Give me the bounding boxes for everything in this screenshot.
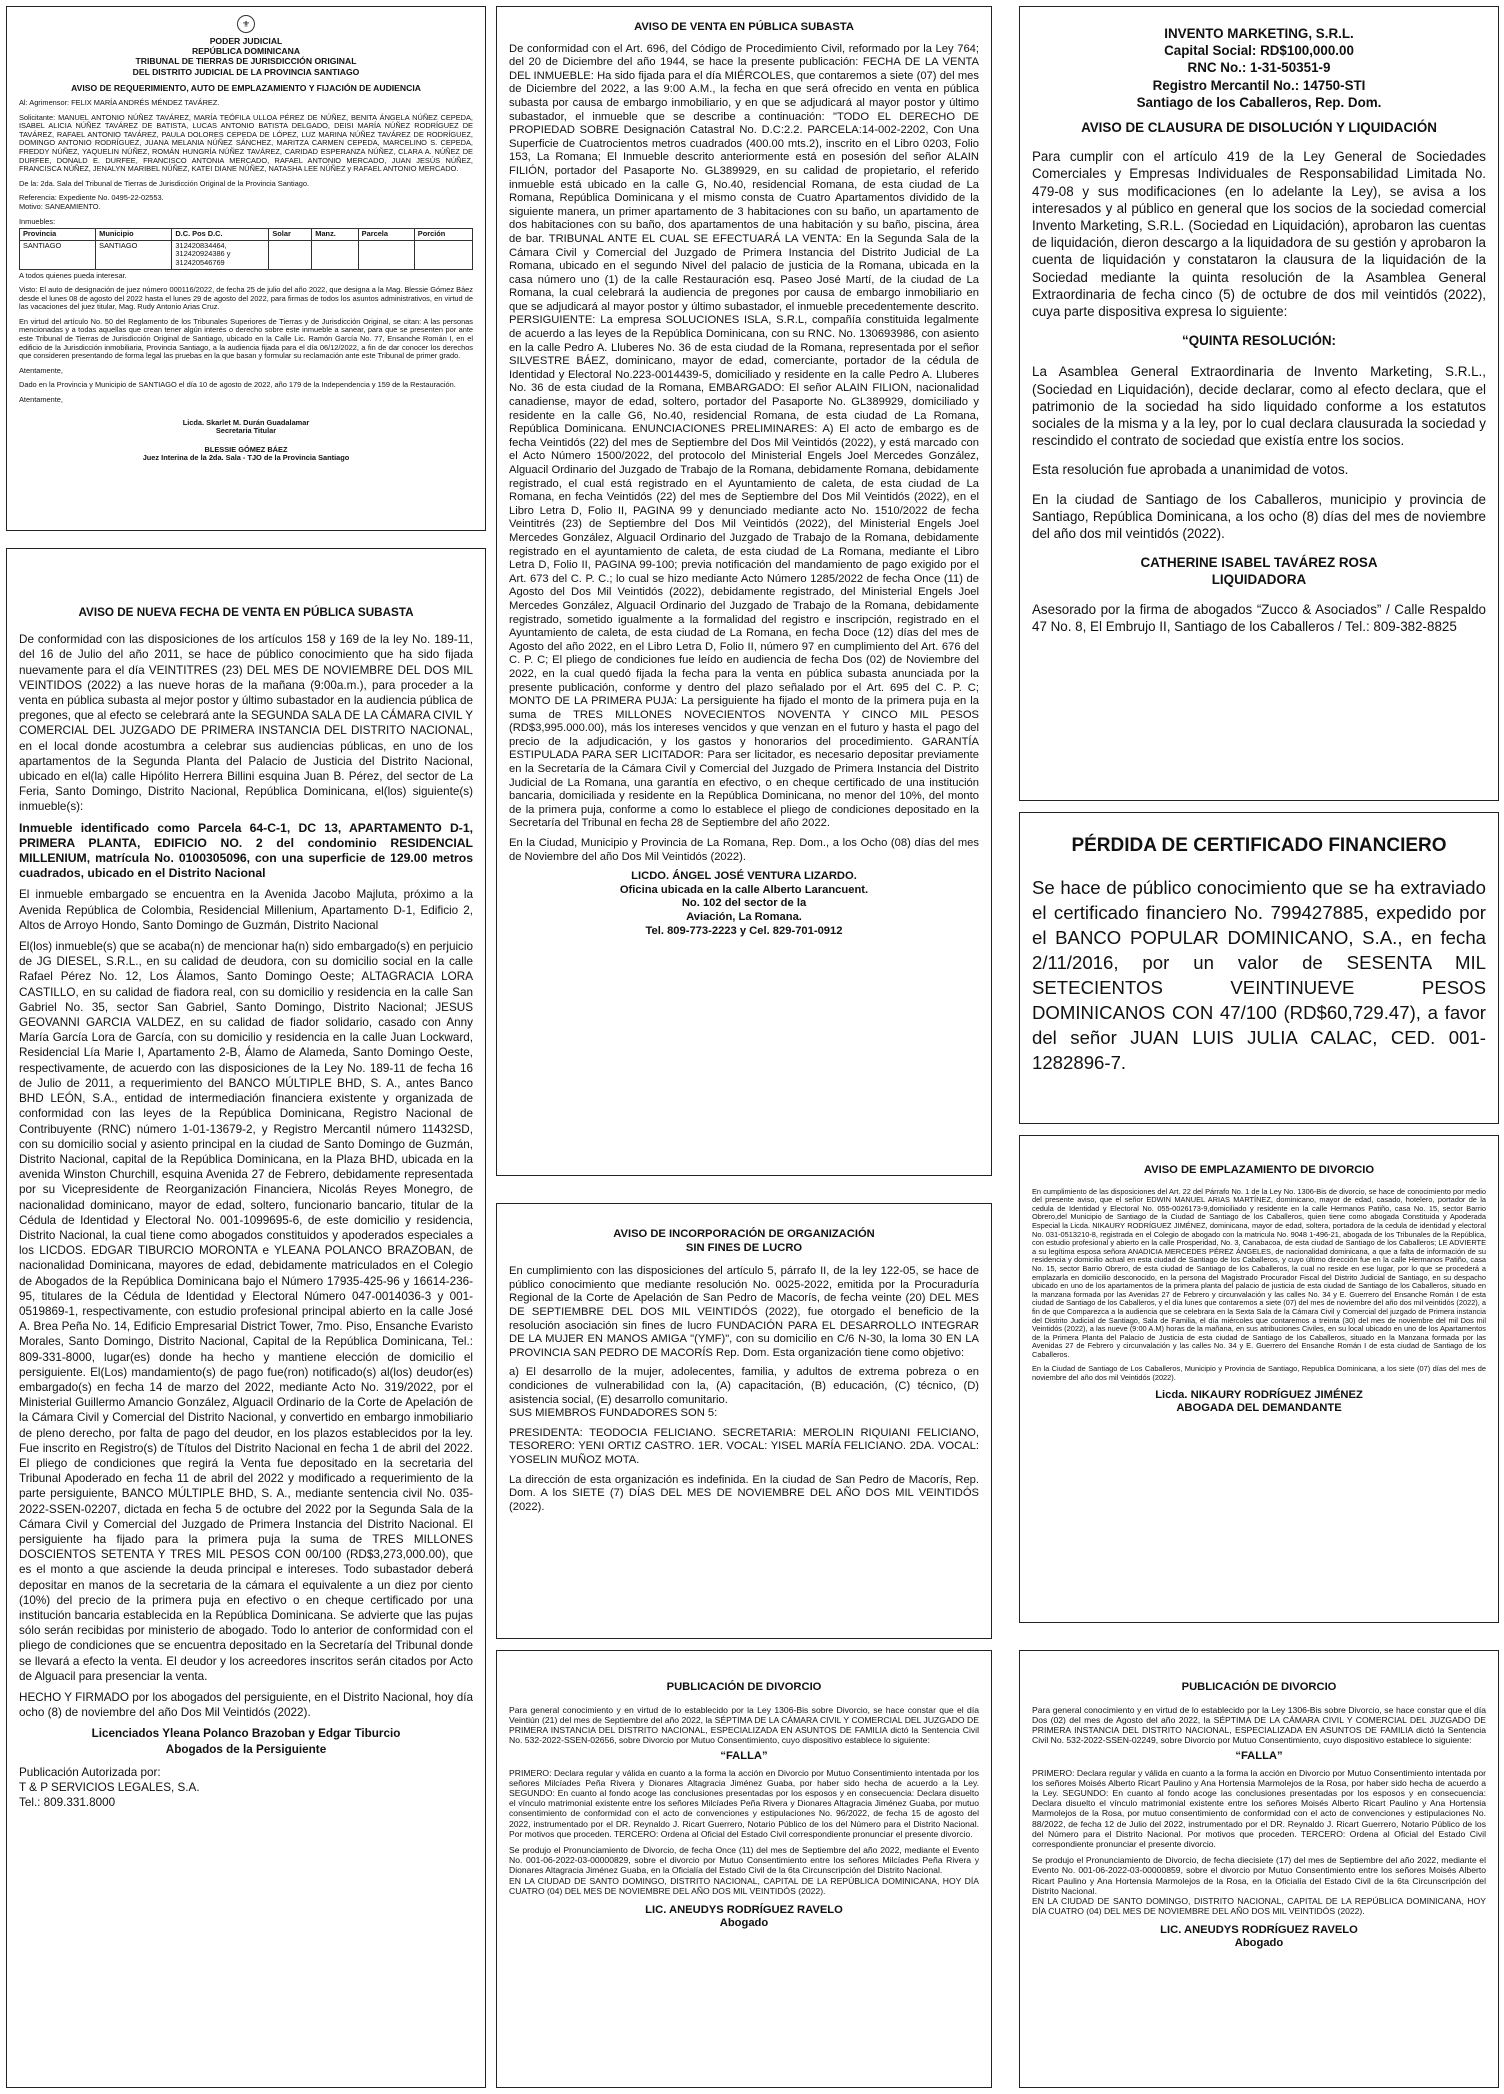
- motivo: Motivo: SANEAMIENTO.: [19, 201, 101, 211]
- signature: CATHERINE ISABEL TAVÁREZ ROSA LIQUIDADORA: [1140, 555, 1378, 588]
- publication-credit: Publicación Autorizada por: T & P SERVICIOS LEGALES, S.A. Tel.: 809.331.8000: [19, 1765, 200, 1810]
- notice-title: PÉRDIDA DE CERTIFICADO FINANCIERO: [1071, 835, 1447, 856]
- signature-juez: BLESSIE GÓMEZ BÁEZ Juez Interina de la 2da. Sala - TJO de la Provincia Santiago: [142, 444, 350, 463]
- notice-divorcio-1: [496, 1650, 992, 2088]
- paragraph-4: EN LA CIUDAD DE SANTO DOMINGO, DISTRITO NACIONAL, CAPITAL DE LA REPÚBLICA DOMINICANA, HOY DÍA CUATRO (04) DEL MES DE NOVIEMBRE DEL AÑO DOS MIL VEINTIDÓS (2022).: [509, 1875, 979, 1896]
- referencia: Referencia: Expediente No. 0495-22-02553.: [19, 193, 164, 203]
- signature: LIC. ANEUDYS RODRÍGUEZ RAVELO Abogado: [1160, 1924, 1358, 1950]
- paragraph-2: La Asamblea General Extraordinaria de Invento Marketing, S.R.L., (Sociedad en Liquidación), decide declarar, como al efecto declara, que el patrimonio de la sociedad ha sido liquidado conforme a los estatutos sociales de la misma y a la ley, por lo cual declara clausurada la sociedad y rescindido el contrato de sociedad que existía entre los socios.: [1032, 364, 1486, 449]
- falla-heading: “FALLA”: [1235, 1750, 1283, 1763]
- notice-title: PUBLICACIÓN DE DIVORCIO: [666, 1681, 822, 1693]
- paragraph-3: Esta resolución fue aprobada a unanimidad de votos.: [1032, 462, 1349, 478]
- notice-invento-marketing: [1019, 6, 1499, 801]
- paragraph-1: Para cumplir con el artículo 419 de la Ley General de Sociedades Comerciales y Empresas Individuales de Responsabilidad Limitada No. 479-08 y sus modificaciones (en lo adelante la Ley), se avisa a los interesados y al público en general que los socios de la sociedad comercial Invento Marketing, S.R.L. (Sociedad en Liquidación), aprobaron las cuentas de liquidación, dieron descargo a la liquidadora de su gestión y aprobaron la cuenta de liquidación y constataron la clausura de la liquidación de la Sociedad mediante la quinta resolución de la Asamblea General Extraordinaria de fecha cinco (5) de octubre de dos mil veintidós (2022), cuya parte dispositiva expresa lo siguiente:: [1032, 149, 1486, 320]
- court-header: PODER JUDICIAL REPÚBLICA DOMINICANA TRIBUNAL DE TIERRAS DE JURISDICCIÓN ORIGINAL DEL DISTRITO JUDICIAL DE LA PROVINCIA SANTIAGO: [132, 36, 360, 77]
- table-header-row: Provincia Municipio D.C. Pos D.C. Solar Manz. Parcela Porción: [20, 229, 473, 241]
- paragraph-5: Asesorado por la firma de abogados “Zucco & Asociados” / Calle Respaldo 47 No. 8, El Embrujo II, Santiago de los Caballeros / Tel.: 809-382-8825: [1032, 601, 1486, 634]
- paragraph-5: La dirección de esta organización es indefinida. En la ciudad de San Pedro de Macorís, Rep. Dom. A los SIETE (7) DÍAS DEL MES DE NOVIEMBRE DEL AÑO DOS MIL VEINTIDÓS (2022).: [509, 1473, 979, 1513]
- notice-title: AVISO DE EMPLAZAMIENTO DE DIVORCIO: [1143, 1164, 1375, 1176]
- inmuebles-table: [19, 228, 473, 269]
- visto: Visto: El auto de designación de juez número 000116/2022, de fecha 25 de julio del año 2022, que designa a la Mag. Blessie Gómez Báez desde el lunes 08 de agosto del 2022 hasta el lunes 29 de agosto del 2022, para firmas de todos los asuntos administrativos, en virtud de las vacaciones del juez titular, Mag. Rudy Antonio Arias Cruz.: [19, 285, 473, 312]
- notice-title: AVISO DE INCORPORACIÓN DE ORGANIZACIÓN SIN FINES DE LUCRO: [613, 1228, 875, 1254]
- paragraph-5: HECHO Y FIRMADO por los abogados del persiguiente, en el Distrito Nacional, hoy día ocho (8) de noviembre del año Dos Mil Veintidós (2022).: [19, 1691, 473, 1720]
- paragraph-1: Para general conocimiento y en virtud de lo establecido por la Ley 1306-Bis sobre Divorcio, se hace constar que el día Veintiún (21) del mes de Septiembre del año 2022, la SÉPTIMA DE LA CÁMARA CIVIL Y COMERCIAL DEL JUZGADO DE PRIMERA INSTANCIA DEL DISTRITO NACIONAL, ESPECIALIZADA EN ASUNTOS DE FAMILIA dictó la Sentencia Civil No. 532-2022-SSEN-02656, sobre Divorcio por Mutuo Consentimiento, cuyo dispositivo establece lo siguiente:: [509, 1704, 979, 1746]
- notice-incorporacion: [496, 1203, 992, 1639]
- notice-title: AVISO DE REQUERIMIENTO, AUTO DE EMPLAZAMIENTO Y FIJACIÓN DE AUDIENCIA: [71, 82, 421, 93]
- solicitantes: Solicitante: MANUEL ANTONIO NÚÑEZ TAVÁREZ, MARÍA TEÓFILA ULLOA PÉREZ DE NÚÑEZ, BENITA ÁNGELA NÚÑEZ CEPEDA, ISABEL ALICIA NÚÑEZ TAVÁREZ DE BATISTA, LUCAS ANTONIO BATISTA DELGADO, DEISI MARÍA NÚÑEZ RODRÍGUEZ DE TAVÁREZ, RAFAEL ANTONIO TAVÁREZ, PAULA DOLORES CEPEDA DE LÓPEZ, LUZ MARINA NÚÑEZ TAVÁREZ DE RODRÍGUEZ, DOMINGO ANTONIO RODRÍGUEZ, JUANA MELANIA NÚÑEZ SÁNCHEZ, MARITZA CARMEN CEPEDA, MARCELINO S. CEPEDA, FREDDY NÚÑEZ, YAQUELIN NÚÑEZ, ROMÁN HUNGRÍA NÚÑEZ TAVÁREZ, CARIDAD ESPERANZA NÚÑEZ, CLARA A. NÚÑEZ DE DURFEE, DONALD E. DURFEE, FRANCISCO ANTONIA MERCADO, RAFAEL ANTONIO MERCADO, JUAN JESÚS NÚÑEZ, FRANCISCA NÚÑEZ, JENALYN MARIBEL NÚÑEZ, KATEI DIANE NÚÑEZ, NATASHA LEE NÚÑEZ y RAFAEL ANTONIO MERCADO.: [19, 112, 473, 174]
- paragraph-3: El inmueble embargado se encuentra en la Avenida Jacobo Majluta, próximo a la Avenida República de Colombia, Residencial Millenium, Apartamento D-1, Edificio 2, Altos de Arroyo Hondo, Santo Domingo de Guzmán, Distrito Nacional: [19, 888, 473, 932]
- notice-emplazamiento-divorcio: [1019, 1135, 1499, 1623]
- paragraph-4: En la ciudad de Santiago de los Caballeros, municipio y provincia de Santiago, República Dominicana, a los ocho (8) días del mes de noviembre del año dos mil veintidós (2022).: [1032, 491, 1486, 542]
- notice-title: AVISO DE VENTA EN PÚBLICA SUBASTA: [634, 21, 854, 33]
- paragraph-2: En la Ciudad de Santiago de Los Caballeros, Municipio y Provincia de Santiago, Republica Dominicana, a los siete (07) días del mes de noviembre del año dos mil Veintidós (2022).: [1032, 1364, 1486, 1383]
- notice-requerimiento: [6, 6, 486, 531]
- signature: LIC. ANEUDYS RODRÍGUEZ RAVELO Abogado: [645, 1904, 843, 1930]
- quienes: A todos quienes pueda interesar.: [19, 270, 127, 280]
- company-header: INVENTO MARKETING, S.R.L. Capital Social: RD$100,000.00 RNC No.: 1-31-50351-9 Registro Mercantil No.: 14750-STI Santiago de los Caballeros, Rep. Dom.: [1136, 26, 1382, 110]
- paragraph-1: De conformidad con las disposiciones de los artículos 158 y 169 de la ley No. 189-11, del 16 de Julio del año 2011, se hace de público conocimiento que ha sido fijada nuevamente para el día VEINTITRES (23) DEL MES DE NOVIEMBRE DEL DOS MIL VEINTIDOS (2022) a las nueve horas de la mañana (9:00a.m.), para proceder a la venta en pública subasta al mejor postor y último subastador en la audiencia pública de pregones, que al efecto se celebrará ante la SEGUNDA SALA DE LA CÁMARA CIVIL Y COMERCIAL DEL JUZGADO DE PRIMERA INSTANCIA DEL DISTRITO NACIONAL, en el local donde acostumbra a celebrar sus audiencias públicas, en uno de los apartamentos de la Segunda Planta del Palacio de Justicia del Distrito Nacional, ubicado en el(la) calle Hipólito Herrera Billini esquina Juan B. Pérez, del sector de La Feria, Santo Domingo, Distrito Nacional, República Dominicana, el(los) siguiente(s) inmueble(s):: [19, 633, 473, 814]
- dado: Dado en la Provincia y Municipio de SANTIAGO el día 10 de agosto de 2022, año 179 de la Independencia y 159 de la Restauración.: [19, 380, 456, 390]
- signature: LICDO. ÁNGEL JOSÉ VENTURA LIZARDO. Oficina ubicada en la calle Alberto Larancuent. No. 102 del sector de la Aviación, La Romana. Tel. 809-773-2223 y Cel. 829-701-0912: [619, 870, 869, 937]
- paragraph-1: En cumplimiento de las disposiciones del Art. 22 del Párrafo No. 1 de la Ley No. 1306-Bis de divorcio, se hace de conocimiento por medio del presente aviso, que el señor EDWIN MANUEL ARIAS MARTÍNEZ, dominicano, mayor de edad, casado, hotelero, portador de la cedula de Identidad y Electoral No. 055-0026173-9,domiciliado y residente en la calle Hermanos Patiño, casa No. 15, sector Barrio Obrero,del Municipio de Santiago de la Ciudad de Santiago de los Caballeros, quien tiene como abogada Constituida y Apoderada Especial la Licda. NIKAURY RODRÍGUEZ JIMÉNEZ, dominicana, mayor de edad, soltera, portadora de la cedula de identidad y electoral No. 031-0513210-8, registrada en el Colegio de abogado con la matricula No. 9048 1-496-21, abogada de los Tribunales de la República, con estudio profesional y abierto en la calle Prosperidad, No. 3, Canabacoa, de esta ciudad de Santiago de los Caballeros; LE ADVIERTE a su legítima esposa señora ANADICIA MERCEDES PÉREZ ÁNGELES, de nacionalidad dominicana, a que a falta de información de su residencia y domicilio actual en esta ciudad de Santiago de los Caballeros, y cuyo último dirección fue en la calle Hermanos Patiño, casa No. 15, sector Barrio Obrero, de esta ciudad de Santiago de los Caballeros, la cual no reside en ese lugar, por lo que se procederá a emplazarla en domicilio desconocido, en la persona del Magistrado Procurador Fiscal del Distrito Judicial de Santiago, en su despacho ubicado en uno de los apartamentos de la primera planta del palacio de justicia de esta ciudad de Santiago de los Caballeros, situado en la manzana formada por las Avenidas 27 de Febrero y circunvalación y las calles No. 34 y E. Guerrero del Ensanche Román I de esta ciudad de Santiago de los Caballeros, y el día lunes que contaremos a siete (07) del mes de noviembre del año dos mil veintidós (2022), a fin de que Comparezca a la audiencia que se celebrara en la Sexta Sala de la Cámara Civil y Comercial del juzgado de Primera instancia del Distrito Judicial de Santiago, Sala de Familia, el día miércoles que contaremos a treinta (30) del mes de noviembre del mil Dos mil Veintidós (2022), a las nueve (9:00 A.M) horas de la mañana, en sus atribuciones Civiles, en su local ubicado en uno de los Apartamentos de la Primera Planta del Palacio de Justicia de esta ciudad de Santiago de los Caballeros, situado en la Manzana formada por las Avenidas 27 de Febrero y circunvalación y las calles No. 34 y E. Guerrero del Ensanche Román I de esta ciudad de Santiago de los Caballeros.: [1032, 1186, 1486, 1359]
- notice-divorcio-2: [1019, 1650, 1499, 2088]
- paragraph-4: El(los) inmueble(s) que se acaba(n) de mencionar ha(n) sido embargado(s) en perjuicio de JG DIESEL, S.R.L., en su calidad de deudora, con su domicilio social en la calle Rafael Pérez No. 12, Los Álamos, Santo Domingo Oeste; ALTAGRACIA LORA CASTILLO, en su calidad de fiadora real, con su domicilio y residencia en la calle San Gabriel No. 35, sector San Gabriel, Santo Domingo, Distrito Nacional; JESUS GEOVANNI GARCIA VALDEZ, en su calidad de fiador solidario, casado con Anny María García Lora de García, con su domicilio y residencia en la calle Juan Lockward, Residencial Lía Marie I, Apartamento 2-B, Álamo de Alameda, Santo Domingo Oeste, respectivamente, de acuerdo con las disposiciones de la Ley No. 189-11 de fecha 16 de Julio de 2011, a requerimiento del BANCO MÚLTIPLE BHD, S. A., antes Banco BHD LEÓN, S.A., entidad de intermediación financiera existente y organizada de conformidad con las leyes de la República Dominicana, Registro Nacional de Contribuyente (RNC) número 1-01-13679-2, y Registro Mercantil número 11432SD, con su domicilio social y asiento principal en la ciudad de Santo Domingo de Guzmán, Distrito Nacional, capital de la República Dominicana, en la Plaza BHD, ubicada en la avenida Winston Churchill, esquina Avenida 27 de Febrero, debidamente representada por su Vicepresidente de Reorganización Financiera, Nicolás Reyes Monegro, de nacionalidad dominicano, mayor de edad, soltero, funcionario bancario, titular de la Cédula de Identidad y Electoral No. 001-1099695-6, de este domicilio y residencia, Distrito Nacional, la cual tiene como abogados constituidos y apoderados especiales a los LICDOS. EDGAR TIBURCIO MORONTA e YLEANA POLANCO BRAZOBAN, de nacionalidad Dominicana, mayores de edad, debidamente matriculados en el Colegio de Abogados de la República Dominicana bajo el Número 17935-425-96 y 16614-236-95, titulares de la Cédula de Identidad y Electoral Número 047-0014036-3 y 001-0519869-1, respectivamente, con estudio profesional principal abierto en la calle José A. Brea Peña No. 14, Edificio Empresarial District Tower, 7mo. Piso, Ensanche Evaristo Morales, Santo Domingo, Distrito Nacional, Capital de la República Dominicana, Tel.: 809-331-8000, lugar(es) donde ha hecho y mantiene elección de domicilio el persiguiente. El(Los) mandamiento(s) de pago fue(ron) notificado(s) al(los) deudor(es) embargado(s) en fecha 14 de marzo del 2022, mediante Acto No. 319/2022, por el Ministerial Guillermo Amancio González, Alguacil Ordinario de la Corte de Apelación de la Cámara Civil y Comercial del Distrito Nacional, y convertido en embargo inmobiliario de pleno derecho, por falta de pago del deudor, en los plazos establecidos por la ley. Fue inscrito en Registro(s) de Títulos del Distrito Nacional en fecha 1 de abril del 2022. El pliego de condiciones que regirá la Venta fue depositado en la secretaria del Tribunal Apoderado en fecha 11 de abril del 2022 y modificado a requerimiento de la parte persiguiente, BANCO MÚLTIPLE BHD, S. A., mediante sentencia civil No. 035-2022-SSEN-02207, dictada en fecha 5 de octubre del 2022 por la Segunda Sala de la Cámara Civil y Comercial del Juzgado de Primera Instancia del Distrito Nacional. El persiguiente ha fijado para la primera puja la suma de TRES MILLONES DOSCIENTOS SETENTA Y TRES MIL PESOS CON 00/100 (RD$3,273,000.00), que es el monto a que asciende la deuda principal e intereses. Todo subastador deberá depositar en manos de la secretaria de la cámara el equivalente a un diez por ciento (10%) del precio de la primera puja en efectivo o en cheque certificado por una institución bancaria establecida en la República Dominicana. Se advierte que las pujas sólo serán recibidas por ministerio de abogado. Todo lo anterior de conformidad con el pliego de condiciones que se encuentra depositado en la Secretaría del Tribunal donde se llevará a efecto la venta. El deudor y los acreedores inscritos serán citados por Acto de Alguacil para presenciar la venta.: [19, 940, 473, 1683]
- signature: Licenciados Yleana Polanco Brazoban y Edgar Tiburcio Abogados de la Persiguiente: [91, 1727, 401, 1756]
- en-virtud: En virtud del artículo No. 50 del Reglamento de los Tribunales Superiores de Tierras y de Jurisdicción Original, se citan: A las personas mencionadas y a todas aquellas que crean tener algún interés o derecho sobre este inmueble a sanear, para que se presenten por ante este Tribunal de Tierras de Jurisdicción Original de Santiago, ubicado en la Calle Lic. Ramón García No. 77, Ensanche Román I, en el edificio de la Jurisdicción inmobiliaria, Provincia Santiago, a la audiencia fijada para el día 06/12/2022, a fin de dar conocer los derechos que consideren presentando de forma legal las pruebas en la que basan y formular su reclamación ante este Tribunal de primer grado.: [19, 316, 473, 361]
- paragraph-3: Se produjo el Pronunciamiento de Divorcio, de fecha Once (11) del mes de Septiembre del año 2022, mediante el Evento No. 001-06-2022-03-00000829, sobre el divorcio por Mutuo Consentimiento entre los señores Milcíades Peña Rivera y Dionares Altagracia Jiménez Guaba, en la Oficialía del Estado Civil de la 6ta Circunscripción del Distrito Nacional.: [509, 1845, 979, 1876]
- notice-title: AVISO DE NUEVA FECHA DE VENTA EN PÚBLICA SUBASTA: [78, 606, 414, 619]
- falla-heading: “FALLA”: [720, 1750, 768, 1763]
- paragraph-1: En cumplimiento con las disposiciones del artículo 5, párrafo II, de la ley 122-05, se hace de público conocimiento que mediante resolución No. 0025-2022, emitida por la Procuraduría Regional de la Corte de Apelación de San Pedro de Macorís, de fecha veinte (20) DEL MES DE SEPTIEMBRE DEL DOS MIL VEINTIDÓS (2022), fue otorgado el beneficio de la resolución asociación sin fines de lucro FUNDACIÓN PARA EL DESARROLLO INTEGRAR DE LA MUJER EN MANOS AMIGA "(YMF)", con su domicilio en C/6 N-30, la loma 30 EN LA PROVINCIA SAN PEDRO DE MACORÍS Rep. Dom. Esta organización tiene como objetivo:: [509, 1265, 979, 1359]
- table-row: SANTIAGO SANTIAGO 312420834464, 312420924386 y 312420546769: [20, 240, 473, 269]
- de-la: De la: 2da. Sala del Tribunal de Tierras de Jurisdicción Original de la Provincia Santiago.: [19, 178, 310, 188]
- signature-secretaria: Licda. Skarlet M. Durán Guadalamar Secretaria Titular: [182, 417, 310, 436]
- quinta-resolucion-heading: “QUINTA RESOLUCIÓN:: [1182, 333, 1336, 349]
- paragraph-2: PRIMERO: Declara regular y válida en cuanto a la forma la acción en Divorcio por Mutuo Consentimiento intentada por los señores Milcíades Peña Rivera y Dionares Altagracia Jiménez Guaba, por haber sido hecha de acuerdo a la Ley. SEGUNDO: En cuanto al fondo acoge las conclusiones presentadas por los esposos y en consecuencia: Declara disuelto el vínculo matrimonial existente entre los señores Milcíades Peña Rivera y Dionares Altagracia Jiménez Guaba, por mutuo consentimiento de conformidad con el acto de convenciones y estipulaciones No. 96/2022, de fecha 15 de agosto del 2022, instrumentado por el DR. Reynaldo J. Ricart Guerrero, Notario Público de los del Número para el Distrito Nacional. Por motivos que proceden. TERCERO: Ordena al Oficial del Estado Civil correspondiente pronunciar el presente divorcio.: [509, 1767, 979, 1839]
- miembros-label: SUS MIEMBROS FUNDADORES SON 5:: [509, 1407, 718, 1420]
- signature: Licda. NIKAURY RODRÍGUEZ JIMÉNEZ ABOGADA DEL DEMANDANTE: [1155, 1388, 1363, 1414]
- addressee: Al: Agrimensor: FELIX MARÍA ANDRÉS MÉNDEZ TAVÁREZ.: [19, 98, 220, 108]
- paragraph-1: De conformidad con el Art. 696, del Código de Procedimiento Civil, reformado por la Ley 764; del 20 de Diciembre del año 1944, se hace la presente publicación: FECHA DE LA VENTA DEL INMUEBLE: Ha sido fijada para el día MIÉRCOLES, que contaremos a siete (07) del mes de Diciembre del 2022, a las 9:00 A.M., la fecha en que será ofrecido en venta en pública subasta por causa de embargo inmobiliario, y en que se adjudicará al mayor postor y último subastador, el inmueble que se describe a continuación: "TODO EL DERECHO DE PROPIEDAD SOBRE Designación Catastral No. D.C:2.2. PARCELA:14-002-2202, Con Una Superficie de Cuatrocientos metros cuadrados (400.00 mts.2), inscrito en el Libro 0203, Folio 153, La Romana; El Inmueble descrito anteriormente está en posesión del señor ALAIN FILIÓN, portador del Pasaporte No. GL389929, en su calidad de propietario, el referido inmueble está ubicado en la calle G, No.40, residencial Romana, de esta ciudad de La Romana, República Dominicana y el mismo consta de Cuatro Apartamentos dividido de la siguiente manera, un primer apartamento de 3 habitaciones con su baño, un apartamento de dos habitaciones con su baño, dos apartamentos de una habitación y su baño, piscina, área de bar. TRIBUNAL ANTE EL CUAL SE EFECTUARÁ LA VENTA: En la Segunda Sala de la Cámara Civil y Comercial del Juzgado de Primera Instancia del Distrito Judicial de La Romana, ubicado en el segundo Nivel del palacio de justicia de la Romana, ubicada en la casa número uno (1) de la calle Restauración esq. Paseo José Martí, de la ciudad de La Romana, la cual celebrará la audiencia de pregones por causa de embargo inmobiliario en que se adjudicará al mayor postor y último subastador, el inmueble precedentemente descrito. PERSIGUIENTE: La empresa SOLUCIONES ISLA, S.R.L, compañía constituida legalmente de acuerdo a las leyes de la República Dominicana, con su RNC. No. 130693986, con asiento en la calle Pedro A. Lluberes No. 36 de esta ciudad de la Romana, representada por el señor SILVESTRE BÁEZ, dominicano, mayor de edad, comerciante, portador de la cédula de Identidad y Electoral No.223-0014439-5, domiciliado y residente en la calle Pedro A. Lluberes No. 36 de esta ciudad de la Romana, EMBARGADO: El señor ALAIN FILION, nacionalidad canadiense, mayor de edad, soltero, portador del Pasaporte No. GL389929, domiciliado y residente en la calle G6, No.40, residencial Romana, de esta ciudad de La Romana, República Dominicana. ENUNCIACIONES PRELIMINARES: A) El acto de embargo es de fecha Veintidós (22) del mes de Septiembre del Dos Mil Veintidós (2022), y está marcado con el Acto Número 1500/2022, del protocolo del Ministerial Engels Joel Mercedes González, Alguacil Ordinario del Juzgado de Trabajo de la Romana, debidamente Romana, debidamente registrado, el cual está registrado en el Ayuntamiento de caleta, de esta ciudad de La Romana, en fecha Veintidós (22) del mes de Septiembre del Dos Mil Veintidós (2022), en el Libro Letra D, Folio II, PAGINA 99 y denunciado mediante acto No. 1510/2022 de fecha Veintitrés (23) de Septiembre del Dos Mil Veintidós (2022), del Ministerial Engels Joel Mercedes González, Alguacil Ordinario del Juzgado de Trabajo de la Romana, debidamente registrado en el ayuntamiento de caleta, de esta ciudad de La Romana, mediante el Libro Letra D, Folio II, PAGINA 99-100; previa notificación del mandamiento de pago exigido por el Art. 673 del C. P. C.; lo cual se hizo mediante Acto Número 1285/2022 de fecha Once (11) de Agosto del Dos Mil Veintidós (2022), debidamente registrado, del Ministerial Engels Joel Mercedes González, Alguacil Ordinario del Juzgado de Trabajo de la Romana, debidamente registrado, sometido igualmente a la formalidad del registro e inscripción, registrado en el Ayuntamiento de caleta, de esta ciudad de La Romana, en fecha Doce (12) días del mes de Agosto del año 2022, en el Libro Letra D, Folio II, número 97 en cumplimiento del Art. 676 del C. P. C; El pliego de condiciones fue leído en audiencia de fecha Dos (02) de Noviembre del 2022, en la cual quedó fijada la fecha para la venta en pública subasta anunciada por la presente publicación, conforme y dentro del plazo señalado por el Art. 695 del C. P. C; MONTO DE LA PRIMERA PUJA: La persiguiente ha fijado el monto de la primera puja en la suma de TRES MILLONES NOVECIENTOS NOVENTA Y CINCO MIL PESOS (RD$3,995.000.00), más los intereses vencidos y que venzan en el futuro y hasta el pago del precio de la adjudicación, y los gastos y honorarios del procedimiento. GARANTÍA ESTIPULADA PARA SER LICITADOR: Para ser licitador, es necesario depositar previamente en la Secretaría de la Cámara Civil y Comercial del Juzgado de Primera Instancia del Distrito Judicial de La Romana, una garantía en efectivo, o en cheque certificado de una institución bancaria, domiciliada y residente en la República Dominicana, no menor del 10%, del monto de la primera puja, conforme a como lo establece el pliego de condiciones depositado en la Secretaría del Tribunal en fecha 28 de Septiembre del año 2022.: [509, 42, 979, 830]
- paragraph-3: Se produjo el Pronunciamiento de Divorcio, de fecha diecisiete (17) del mes de Septiembre del año 2022, mediante el Evento No. 001-06-2022-03-00000859, sobre el divorcio por Mutuo Consentimiento entre los señores Moisés Alberto Ricart Paulino y Ana Hortensia Marmolejos de la Rosa, en la Oficialía del Estado Civil de la 6ta Circunscripción del Distrito Nacional.: [1032, 1855, 1486, 1896]
- paragraph-1: Para general conocimiento y en virtud de lo establecido por la Ley 1306-Bis sobre Divorcio, se hace constar que el día Dos (02) del mes de Agosto del año 2022, la SÉPTIMA DE LA CÁMARA CIVIL Y COMERCIAL DEL JUZGADO DE PRIMERA INSTANCIA DEL DISTRITO NACIONAL, ESPECIALIZADA EN ASUNTOS DE FAMILIA dictó la Sentencia Civil No. 532-2022-SSEN-02249, sobre Divorcio por Mutuo Consentimiento, cuyo dispositivo establece lo siguiente:: [1032, 1704, 1486, 1746]
- miembros: PRESIDENTA: TEODOCIA FELICIANO. SECRETARIA: MEROLIN RIQUIANI FELICIANO, TESORERO: YENI ORTIZ CASTRO. 1ER. VOCAL: YISEL MARÍA FELICIANO. 2DA. VOCAL: YOSELIN MUÑOZ MOTA.: [509, 1426, 979, 1466]
- notice-title: PUBLICACIÓN DE DIVORCIO: [1181, 1681, 1337, 1693]
- paragraph-2: En la Ciudad, Municipio y Provincia de La Romana, Rep. Dom., a los Ocho (08) días del mes de Noviembre del año Dos Mil Veintidós (2022).: [509, 837, 979, 863]
- inmueble-description: Inmueble identificado como Parcela 64-C-1, DC 13, APARTAMENTO D-1, PRIMERA PLANTA, EDIFICIO NO. 2 del condominio RESIDENCIAL MILLENIUM, matrícula No. 0100305096, con una superficie de 129.00 metros cuadrados, ubicado en el Distrito Nacional: [19, 820, 473, 881]
- atentamente-1: Atentamente,: [19, 365, 63, 375]
- atentamente-2: Atentamente,: [19, 395, 63, 405]
- paragraph-4: EN LA CIUDAD DE SANTO DOMINGO, DISTRITO NACIONAL, CAPITAL DE LA REPÚBLICA DOMINICANA, HOY DÍA CUATRO (04) DEL MES DE NOVIEMBRE DEL AÑO DOS MIL VEINTIDÓS (2022).: [1032, 1896, 1486, 1917]
- objetivos: a) El desarrollo de la mujer, adolecentes, familia, y adultos de extrema pobreza o en condiciones de vulnerabilidad con la, (A) capacitación, (B) educación, (C) técnico, (D) asistencia social, (E) desarrollo comunitario.: [509, 1366, 979, 1406]
- notice-venta-subasta: [496, 6, 992, 1176]
- coat-of-arms-icon: ⚜: [237, 15, 255, 33]
- notice-nueva-fecha-venta: [6, 548, 486, 2088]
- notice-perdida-certificado: [1019, 812, 1499, 1124]
- inmuebles-label: Inmuebles:: [19, 216, 56, 226]
- notice-text: Se hace de público conocimiento que se ha extraviado el certificado financiero No. 799427885, expedido por el BANCO POPULAR DOMINICANO, S.A., en fecha 2/11/2016, por un valor de SESENTA MIL SETECIENTOS VEINTINUEVE PESOS DOMINICANOS CON 47/100 (RD$60,729.47), a favor del señor JUAN LUIS JULIA CALAC, CED. 001-1282896-7.: [1032, 877, 1486, 1073]
- paragraph-2: PRIMERO: Declara regular y válida en cuanto a la forma la acción en Divorcio por Mutuo Consentimiento intentada por los señores Moisés Alberto Ricart Paulino y Ana Hortensia Marmolejos de la Rosa, por haber sido hecha de acuerdo a la Ley. SEGUNDO: En cuanto al fondo acoge las conclusiones presentadas por los esposos y en consecuencia: Declara disuelto el vínculo matrimonial existente entre los señores Moisés Alberto Ricart Paulino y Ana Hortensia Marmolejos de la Rosa, por mutuo consentimiento de conformidad con el acto de convenciones y estipulaciones No. 88/2022, de fecha 12 de Julio del 2022, instrumentado por el DR. Reynaldo J. Ricart Guerrero, Notario Público de los del Número para el Distrito Nacional. Por motivos que proceden. TERCERO: Ordena al Oficial del Estado Civil correspondiente pronunciar el presente divorcio.: [1032, 1767, 1486, 1850]
- notice-title: AVISO DE CLAUSURA DE DISOLUCIÓN Y LIQUIDACIÓN: [1081, 120, 1437, 136]
